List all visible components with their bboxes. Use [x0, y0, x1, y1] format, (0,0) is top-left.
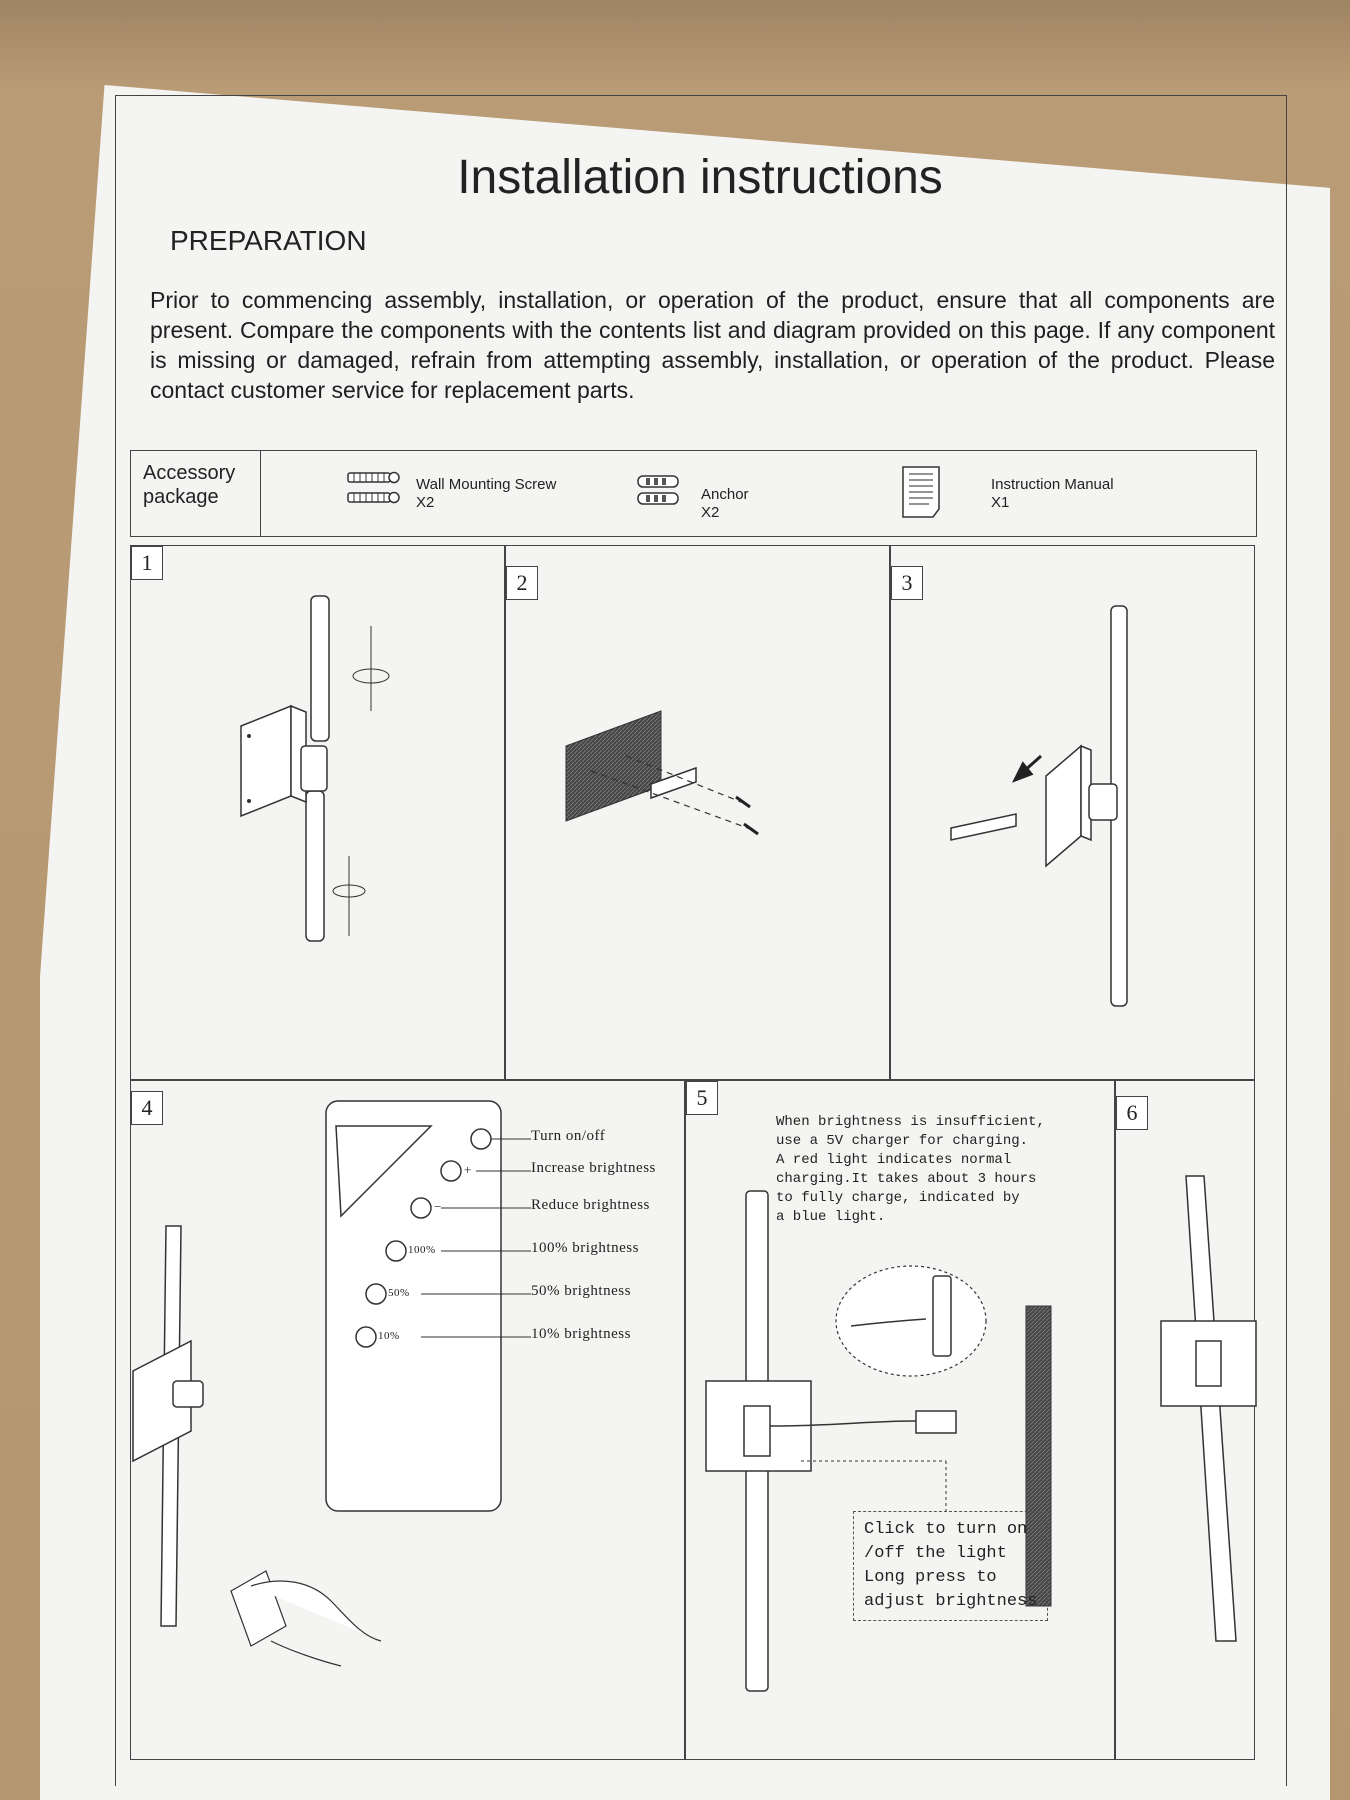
step-number-3: 3 — [891, 566, 923, 600]
remote-label-50: 50% brightness — [531, 1283, 631, 1299]
remote-label-reduce: Reduce brightness — [531, 1197, 650, 1213]
remote-minus-symbol: − — [434, 1199, 442, 1214]
section-heading: PREPARATION — [170, 225, 367, 256]
screw-item — [416, 476, 556, 512]
anchor-qty: X2 — [701, 504, 720, 521]
step-panel-6 — [1115, 1080, 1255, 1760]
step-number-4: 4 — [131, 1091, 163, 1125]
step-panel-3 — [890, 545, 1255, 1080]
page-title: Installation instructions — [457, 151, 943, 204]
anchor-item — [701, 486, 749, 522]
remote-label-100: 100% brightness — [531, 1240, 639, 1256]
step-panel-4 — [130, 1080, 685, 1760]
assembly-illustration — [131, 546, 506, 1081]
anchor-name: Anchor — [701, 486, 749, 503]
instruction-sheet — [95, 95, 1305, 1800]
mount-illustration — [891, 546, 1256, 1081]
screw-qty: X2 — [416, 494, 435, 511]
final-lamp-illustration — [1116, 1081, 1256, 1761]
remote-label-increase: Increase brightness — [531, 1160, 656, 1176]
accessory-package-table — [130, 450, 1257, 537]
remote-50-symbol: 50% — [388, 1287, 410, 1299]
charging-note: When brightness is insufficient, use a 5V charger for charging. A red light indicates normal charging.It takes about 3 hours to fully charge, indicated by a blue light. — [776, 1114, 1045, 1225]
wall-drilling-illustration — [506, 546, 891, 1081]
intro-paragraph: Prior to commencing assembly, installation, or operation of the product, ensure that all components are present. Compare the components with the contents list and diagram provided on this page. If any component is missing or damaged, refrain from attempting assembly, installation, or operation of the product. Please contact customer service for replacement parts. — [150, 287, 1275, 403]
remote-illustration — [131, 1081, 686, 1761]
click-note: Click to turn on /off the light Long press to adjust brightness — [853, 1511, 1048, 1621]
remote-100-symbol: 100% — [408, 1244, 436, 1256]
remote-plus-symbol: + — [464, 1162, 472, 1177]
step-number-1: 1 — [131, 546, 163, 580]
step-number-2: 2 — [506, 566, 538, 600]
screw-name: Wall Mounting Screw — [416, 476, 557, 493]
manual-qty: X1 — [991, 494, 1010, 511]
remote-10-symbol: 10% — [378, 1330, 400, 1342]
step-panel-2 — [505, 545, 890, 1080]
remote-label-power: Turn on/off — [531, 1128, 606, 1144]
step-number-6: 6 — [1116, 1096, 1148, 1130]
step-panel-1 — [130, 545, 505, 1080]
step-panel-5 — [685, 1080, 1115, 1760]
manual-item — [991, 476, 1114, 512]
remote-label-10: 10% brightness — [531, 1326, 631, 1342]
charging-illustration — [686, 1081, 1116, 1761]
manual-name: Instruction Manual — [991, 476, 1114, 493]
accessory-title: Accessory package — [131, 451, 261, 536]
step-number-5: 5 — [686, 1081, 718, 1115]
